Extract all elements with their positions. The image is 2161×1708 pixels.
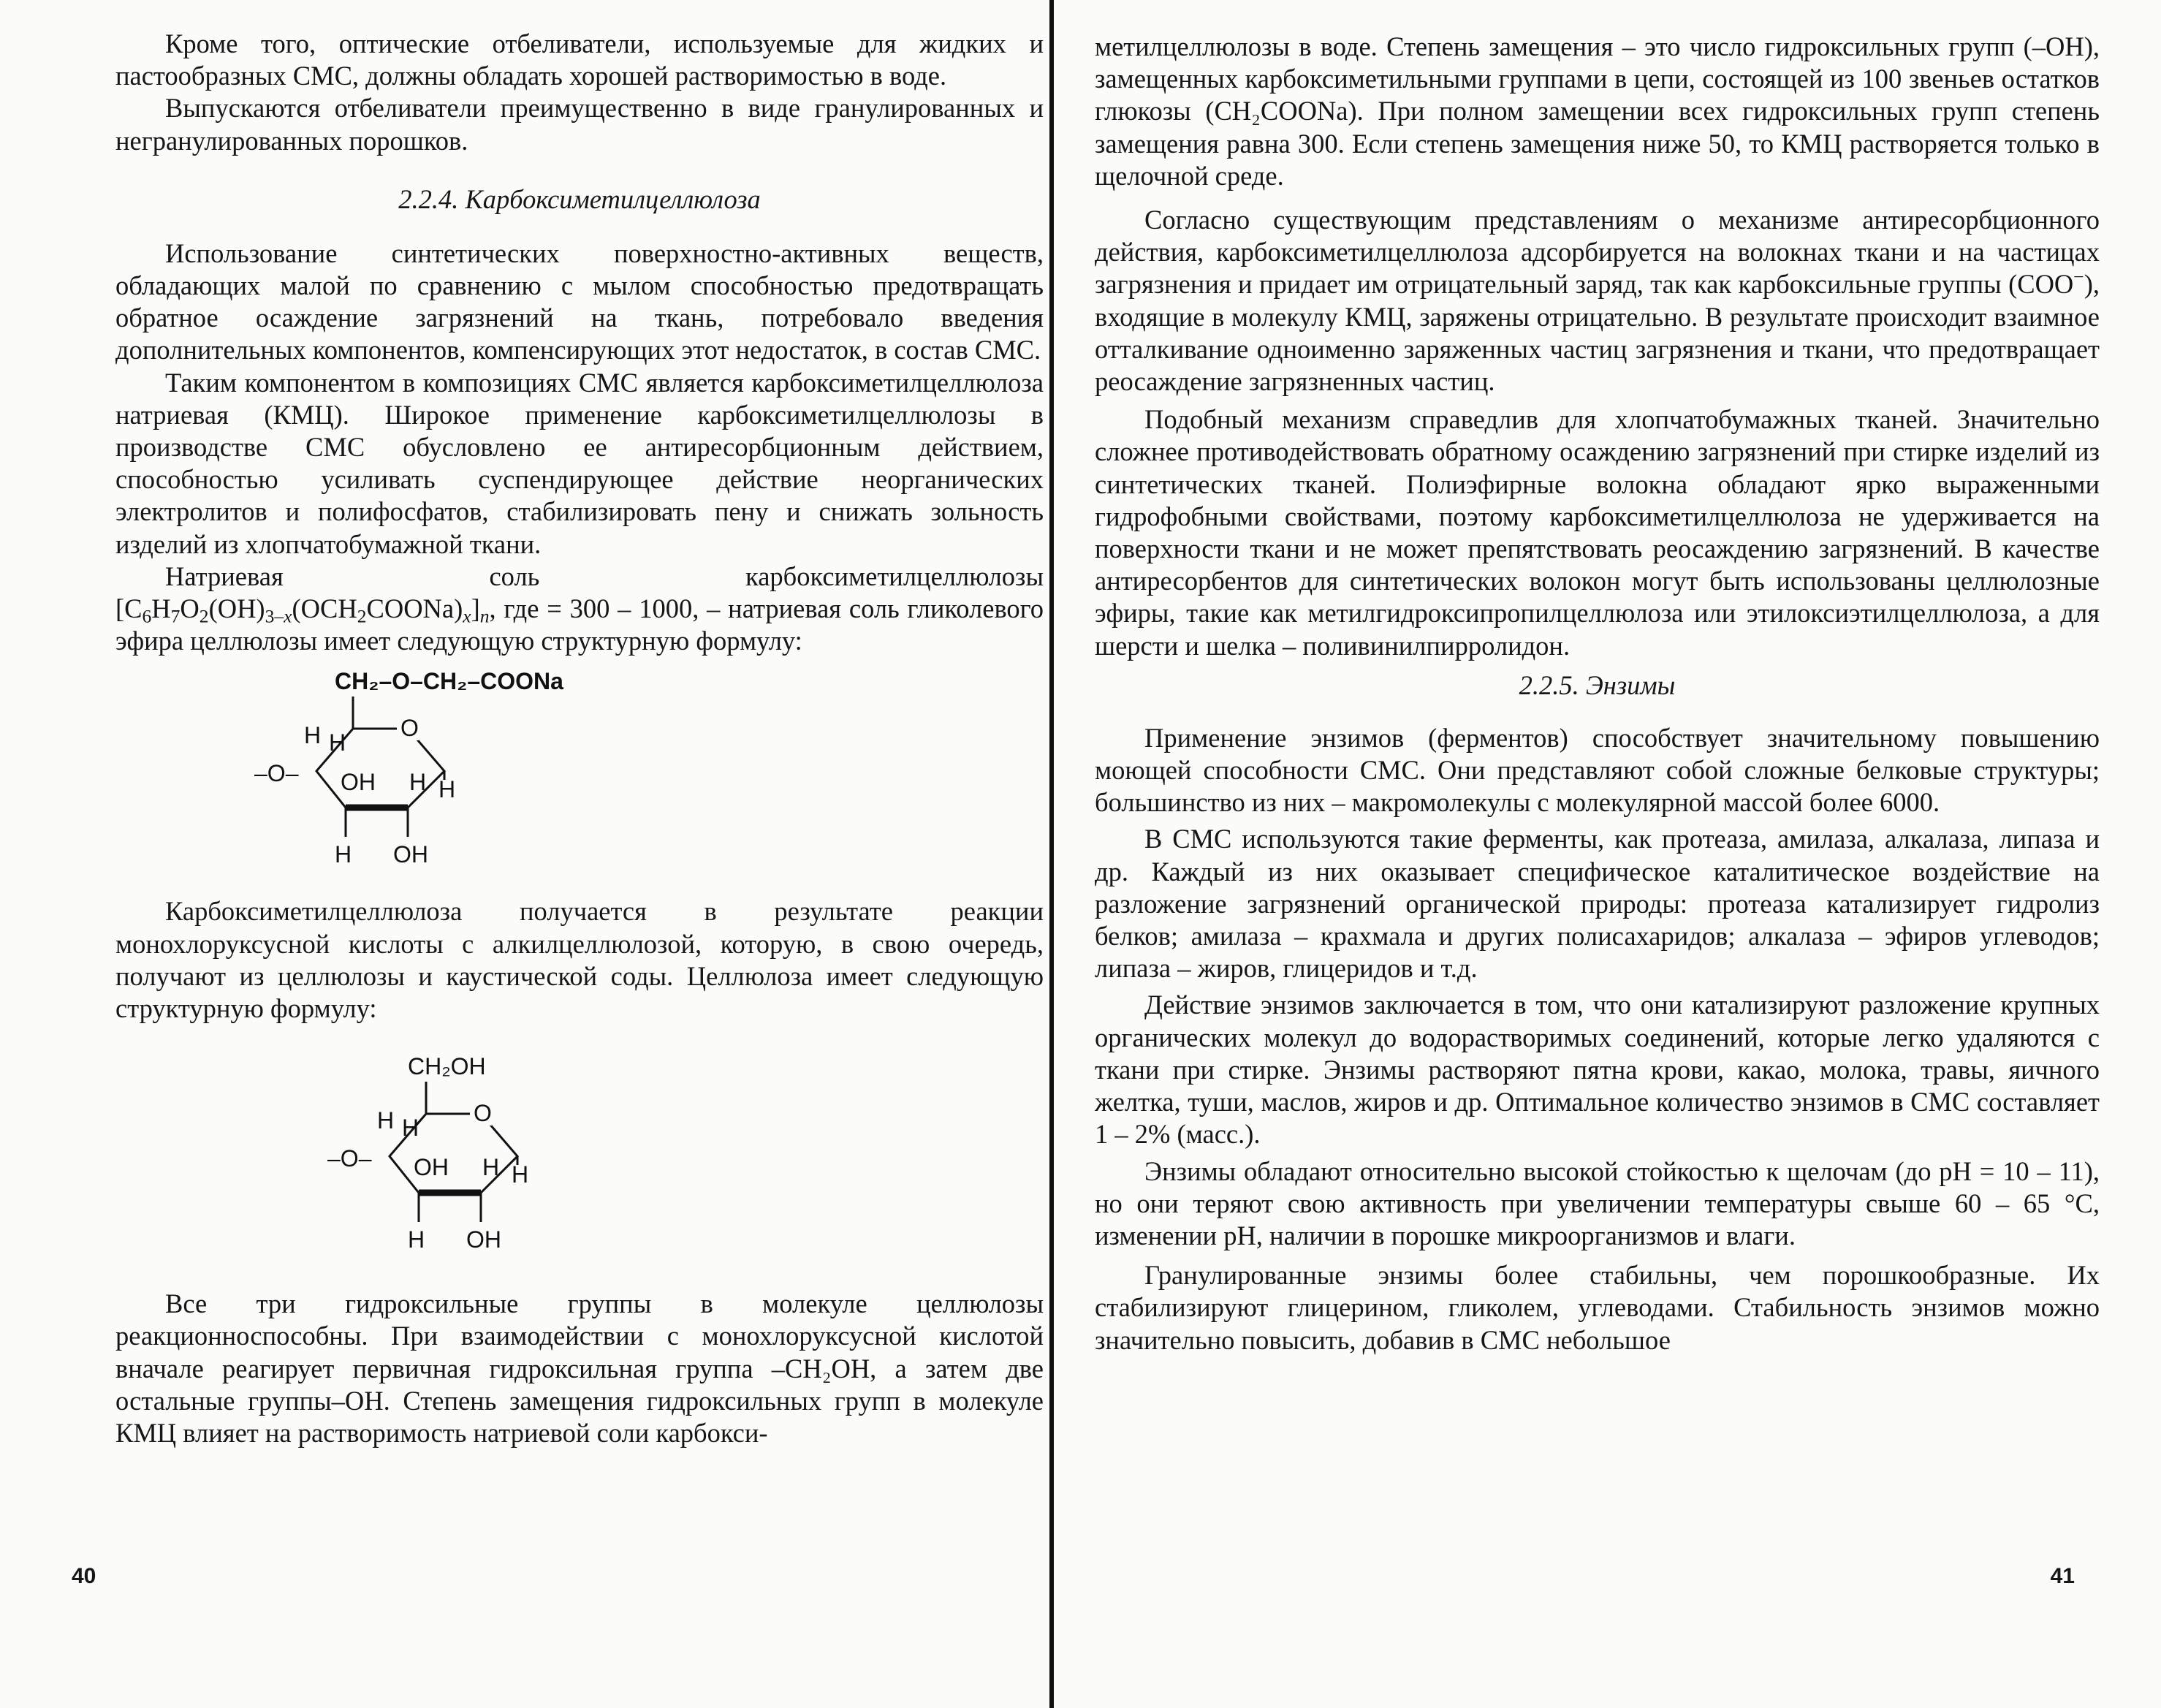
cellulose-oh-bottom: OH	[466, 1226, 501, 1253]
section-heading-2-2-5: 2.2.5. Энзимы	[1519, 669, 1676, 700]
mechanism-text-start: Согласно существующим представлениям о механизме антиресорбционного действия, карбоксиметилцеллюлоза адсорбируется на волокнах ткани и на частицах загрязнения и придает им отрицательный заряд, так как карбоксильные группы (COO	[1095, 205, 2100, 300]
page-number-right: 41	[2050, 1564, 2075, 1588]
paragraph-enzyme-action: Действие энзимов заключается в том, что они катализируют разложение крупных органических молекул до водорастворимых соединений, которые легко удаляются с ткани при стирке. Энзимы растворяют пятна крови, какао, молока, травы, яичного желтка, туши, маслов, жиров и др. Оптимальное количество энзимов в СМС составляет 1 – 2% (масс.).	[1095, 990, 2100, 1150]
cmc-h-upper: H	[329, 729, 346, 756]
paragraph-brighteners-solubility: Кроме того, оптические отбеливатели, используемые для жидких и пастообразных СМС, должны обладать хорошей растворимостью в воде.	[115, 29, 1044, 91]
cellulose-oh-mid: OH	[414, 1154, 449, 1181]
cmc-h-bottom: H	[335, 841, 352, 868]
paragraph-synthetic-fabrics: Подобный механизм справедлив для хлопчатобумажных тканей. Значительно сложнее противодействовать обратному осаждению загрязнений при стирке изделий из синтетических тканей. Полиэфирные волокна обладают ярко выраженными гидрофобными свойствами, поэтому карбоксиметилцеллюлоза не удерживается на поверхности ткани и не может препятствовать реосаждению загрязнений. В качестве антиресорбентов для синтетических волокон могут быть использованы целлюлозные эфиры, такие как метилгидроксипропилцеллюлоза или этилоксиэтилцеллюлоза, а для шерсти и шелка – поливинилпирролидон.	[1095, 404, 2100, 661]
cellulose-h-upper: H	[402, 1115, 419, 1142]
paragraph-hydroxyl-groups: Все три гидроксильные группы в молекуле целлюлозы реакционноспособны. При взаимодействии с монохлоруксусной кислотой вначале реагирует первичная гидроксильная группа –CH₂OH, а затем две остальные группы–OH. Степень замещения гидроксильных групп в молекуле КМЦ влияет на растворимость натриевой соли карбокси-	[115, 1288, 1044, 1449]
cellulose-substituent-top: CH₂OH	[408, 1053, 486, 1080]
structural-formula-cmc	[225, 661, 1044, 881]
paragraph-granulated-enzymes: Гранулированные энзимы более стабильны, чем порошкообразные. Их стабилизируют глицерином, гликолем, углеводами. Стабильность энзимов можно значительно повысить, добавив в СМС небольшое	[1095, 1260, 2100, 1355]
cellulose-ring-oxygen: O	[474, 1100, 492, 1127]
mechanism-text-end: ), входящие в молекулу КМЦ, заряжены отрицательно. В результате происходит взаимное отталкивание одноименно заряженных частиц загрязнения и ткани, что предотвращает реосаждение загрязненных частиц.	[1095, 269, 2100, 397]
paragraph-cmc-production: Карбоксиметилцеллюлоза получается в результате реакции монохлоруксусной кислоты с алкилцеллюлозой, которую, в свою очередь, получают из целлюлозы и каустической соды. Целлюлоза имеет следующую структурную формулу:	[115, 896, 1044, 1024]
cellulose-h-mid: H	[482, 1154, 500, 1181]
cellulose-left-bridge: –O–	[327, 1145, 372, 1172]
right-page	[1052, 0, 2161, 1708]
chemical-formula-cmc: $[C_6H_7O_2(OH)_{3-x}(OCH_2COONa)_x]_n$	[115, 593, 490, 627]
cmc-ring-oxygen: O	[400, 715, 419, 742]
paragraph-brighteners-forms: Выпускаются отбеливатели преимущественно в виде гранулированных и негранулированных порошков.	[115, 93, 1044, 156]
paragraph-antiresorption-mechanism: Согласно существующим представлениям о механизме антиресорбционного действия, карбоксиметилцеллюлоза адсорбируется на волокнах ткани и на частицах загрязнения и придает им отрицательный заряд, так как карбоксильные группы (COO−), входящие в молекулу КМЦ, заряжены отрицательно. В результате происходит взаимное отталкивание одноименно заряженных частиц загрязнения и ткани, что предотвращает реосаждение загрязненных частиц.	[1095, 205, 2100, 397]
paragraph-enzyme-stability: Энзимы обладают относительно высокой стойкостью к щелочам (до pH = 10 – 11), но они теряют свою активность при увеличении температуры свыше 60 – 65 °C, изменении pH, наличии в порошке микроорганизмов и влаги.	[1095, 1155, 2100, 1250]
paragraph-sodium-salt	[115, 561, 1044, 593]
cellulose-ring-diagram	[298, 1047, 634, 1266]
paragraph-surfactants-redeposition: Использование синтетических поверхностно-активных веществ, обладающих малой по сравнению с мылом способностью предотвращать обратное осаждение загрязнений на ткань, потребовало введения дополнительных компонентов, компенсирующих этот недостаток, в состав СМС.	[115, 238, 1044, 365]
paragraph-degree-of-substitution: метилцеллюлозы в воде. Степень замещения – это число гидроксильных групп (–OH), замещенных карбоксиметильными группами в цепи, состоящей из 100 звеньев остатков глюкозы (CH₂COONa). При полном замещении всех гидроксильных групп степень замещения равна 300. Если степень замещения ниже 50, то КМЦ растворяется только в щелочной среде.	[1095, 31, 2100, 191]
cellulose-h-right: H	[512, 1161, 529, 1188]
structural-formula-cellulose	[298, 1047, 1044, 1266]
cmc-h-mid: H	[409, 769, 427, 796]
sodium-salt-tail: , где = 300 – 1000, – натриевая соль гликолевого эфира целлюлозы имеет следующую структурную формулу:	[115, 593, 1044, 656]
cellulose-h-left: H	[377, 1107, 395, 1134]
cmc-h-right: H	[438, 776, 456, 803]
left-page	[0, 0, 1052, 1708]
sodium-salt-lead: Натриевая соль карбоксиметилцеллюлозы	[165, 561, 1044, 591]
cmc-oh-mid: OH	[341, 769, 376, 796]
cmc-oh-bottom: OH	[393, 841, 428, 868]
page-number-left: 40	[72, 1564, 96, 1588]
cmc-ring-diagram	[225, 661, 605, 881]
paragraph-enzymes-intro: Применение энзимов (ферментов) способствует значительному повышению моющей способности СМС. Они представляют собой сложные белковые структуры; большинство из них – макромолекулы с молекулярной массой более 6000.	[1095, 722, 2100, 818]
paragraph-enzyme-types: В СМС используются такие ферменты, как протеаза, амилаза, алкалаза, липаза и др. Каждый из них оказывает специфическое каталитическое воздействие на разложение загрязнений органической природы: протеаза катализирует гидролиз белков; амилаза – крахмала и других полисахаридов; алкалаза – эфиров углеводов; липаза – жиров, глицеридов и т.д.	[1095, 824, 2100, 984]
left-text-column	[115, 28, 1044, 1449]
paragraph-cmc-component: Таким компонентом в композициях СМС является карбоксиметилцеллюлоза натриевая (КМЦ). Широкое применение карбоксиметилцеллюлозы в производстве СМС обусловлено ее антиресорбционным действием, способностью усиливать суспендирующее действие неорганических электролитов и полифосфатов, стабилизировать пену и снижать зольность изделий из хлопчатобумажной ткани.	[115, 367, 1044, 559]
paragraph-sodium-salt-formula	[115, 593, 1044, 657]
cellulose-h-bottom: H	[408, 1226, 425, 1253]
section-heading-2-2-4: 2.2.4. Карбоксиметилцеллюлоза	[398, 183, 761, 214]
cmc-h-left: H	[304, 722, 322, 749]
right-text-column	[1095, 31, 2100, 1356]
cmc-substituent-top: CH₂–O–CH₂–COONa	[335, 668, 563, 695]
cmc-left-bridge: –O–	[254, 760, 299, 787]
